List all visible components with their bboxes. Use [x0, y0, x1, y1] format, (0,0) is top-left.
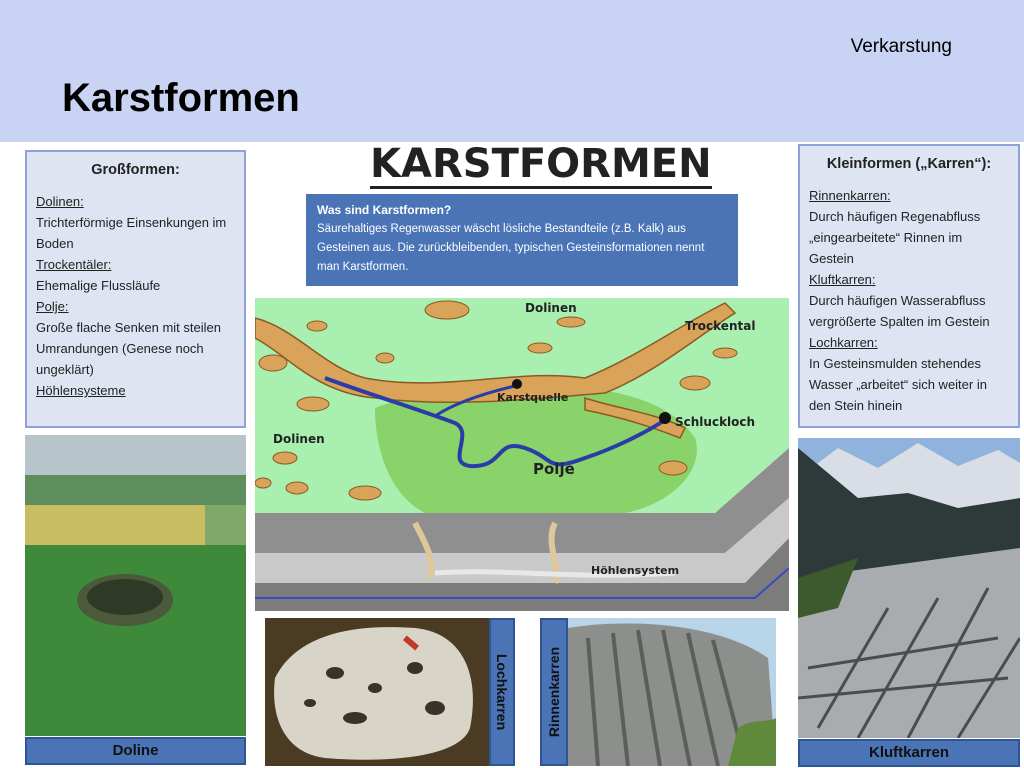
- doline-shape: [307, 321, 327, 331]
- doline-shape: [659, 461, 687, 475]
- field-strip: [25, 435, 246, 475]
- doline-shape: [376, 353, 394, 363]
- karst-diagram: [255, 298, 789, 611]
- doline-shape: [286, 482, 308, 494]
- grossformen-term: Trockentäler:: [36, 257, 112, 272]
- kleinformen-term: Kluftkarren:: [809, 272, 876, 287]
- kleinformen-desc: In Gesteinsmulden stehendes Wasser „arbeitet“ sich weiter in den Stein hinein: [809, 356, 987, 413]
- topic-label: Verkarstung: [850, 36, 952, 57]
- field-strip: [205, 505, 246, 545]
- grossformen-item: [36, 380, 235, 401]
- doline-photo: [25, 435, 246, 736]
- doline-shape: [349, 486, 381, 500]
- grossformen-item: [36, 254, 235, 296]
- doline-shape: [255, 478, 271, 488]
- doline-hole-inner: [87, 579, 163, 615]
- doline-shape: [557, 317, 585, 327]
- loch-hole: [343, 712, 367, 724]
- lochkarren-caption: [489, 618, 515, 766]
- kleinformen-item: [809, 269, 1009, 332]
- label-dolinen-top: Dolinen: [525, 301, 577, 315]
- kleinformen-term: Lochkarren:: [809, 335, 878, 350]
- kleinformen-desc: Durch häufigen Regenabfluss „eingearbeitete“ Rinnen im Gestein: [809, 209, 981, 266]
- label-trockental: Trockental: [685, 319, 756, 333]
- rinnenkarren-photo: [568, 618, 776, 766]
- grossformen-desc: Ehemalige Flussläufe: [36, 278, 161, 293]
- schluckloch-marker: [659, 412, 671, 424]
- kleinformen-term: Rinnenkarren:: [809, 188, 891, 203]
- label-dolinen-left: Dolinen: [273, 432, 325, 446]
- field-strip: [25, 475, 246, 505]
- grossformen-term: Dolinen:: [36, 194, 84, 209]
- doline-shape: [297, 397, 329, 411]
- doline-shape: [713, 348, 737, 358]
- doline-shape: [425, 301, 469, 319]
- doline-shape: [680, 376, 710, 390]
- label-karstquelle: Karstquelle: [497, 391, 569, 404]
- poster-heading: KARSTFORMEN: [370, 141, 712, 187]
- question-text: Säurehaltiges Regenwasser wäscht lösliche Bestandteile (z.B. Kalk) aus Gesteinen aus. Die zurückbleibenden, typischen Gesteinsformationen nennt man Karstformen.: [317, 223, 705, 273]
- loch-hole: [425, 701, 445, 715]
- kluftkarren-photo: [798, 438, 1020, 738]
- lochkarren-photo: [265, 618, 489, 766]
- doline-shape: [273, 452, 297, 464]
- kleinformen-item: [809, 185, 1009, 269]
- karstquelle-marker: [512, 379, 522, 389]
- grossformen-item: [36, 296, 235, 380]
- doline-shape: [259, 355, 287, 371]
- grossformen-box: [25, 150, 246, 428]
- field-strip: [25, 505, 205, 545]
- limestone-rock: [274, 627, 473, 760]
- question-title: Was sind Karstformen?: [317, 203, 452, 217]
- kleinformen-item: [809, 332, 1009, 416]
- kluftkarren-caption: Kluftkarren: [798, 739, 1020, 767]
- kleinformen-box: [798, 144, 1020, 428]
- label-hoehlensystem: Höhlensystem: [591, 564, 680, 577]
- rinnenkarren-caption: [540, 618, 568, 766]
- slide-header: [0, 0, 1024, 142]
- karst-poster: [0, 142, 1024, 768]
- karst-diagram-svg: [255, 298, 789, 611]
- grossformen-desc: Trichterförmige Einsenkungen im Boden: [36, 215, 227, 251]
- doline-shape: [528, 343, 552, 353]
- kleinformen-title: Kleinformen („Karren“):: [826, 156, 992, 172]
- slide-title: Karstformen: [62, 76, 300, 120]
- label-polje: Polje: [533, 460, 575, 478]
- loch-hole: [304, 699, 316, 707]
- grossformen-item: [36, 191, 235, 254]
- kleinformen-desc: Durch häufigen Wasserabfluss vergrößerte Spalten im Gestein: [809, 293, 990, 329]
- lochkarren-caption-text: Lochkarren: [494, 653, 510, 731]
- label-schluckloch: Schluckloch: [675, 415, 756, 429]
- loch-hole: [326, 667, 344, 679]
- grossformen-desc: Große flache Senken mit steilen Umrandungen (Genese noch ungeklärt): [36, 320, 221, 377]
- grossformen-term: Polje:: [36, 299, 69, 314]
- grossformen-term: Höhlensysteme: [36, 383, 126, 398]
- loch-hole: [407, 662, 423, 674]
- loch-hole: [368, 683, 382, 693]
- doline-caption: Doline: [25, 737, 246, 765]
- rinnenkarren-caption-text: Rinnenkarren: [546, 646, 562, 738]
- question-box: [306, 194, 738, 286]
- field-strip: [25, 545, 246, 736]
- grossformen-title: Großformen:: [91, 162, 180, 178]
